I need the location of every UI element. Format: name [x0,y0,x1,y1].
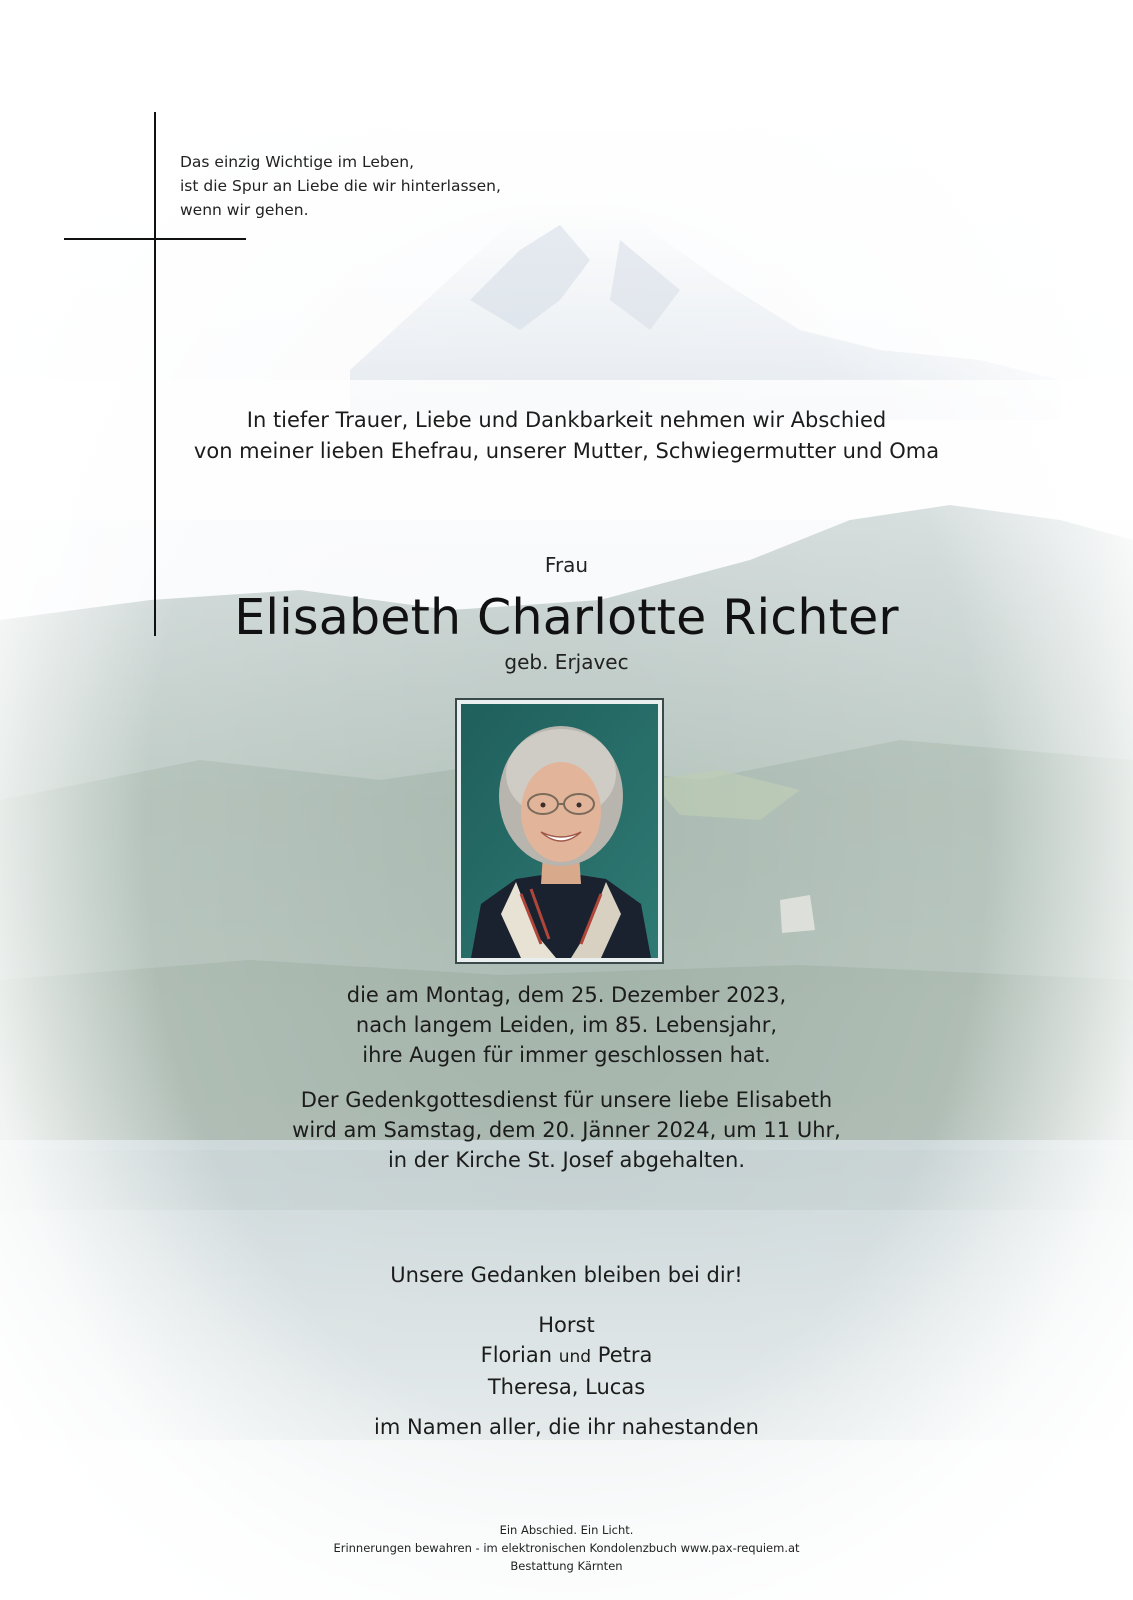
service-notice [0,1085,1133,1175]
footer-link-line: Erinnerungen bewahren - im elektronischen Kondolenzbuch www.pax-requiem.at [333,1541,800,1555]
intro-line: In tiefer Trauer, Liebe und Dankbarkeit nehmen wir Abschied [246,408,887,432]
service-notice-line: wird am Samstag, dem 20. Jänner 2024, um 11 Uhr, [292,1118,841,1142]
portrait-image [461,704,658,958]
death-notice-line: die am Montag, dem 25. Dezember 2023, [346,983,787,1007]
closing-thoughts: Unsere Gedanken bleiben bei dir! [390,1263,743,1287]
service-notice-line: Der Gedenkgottesdienst für unsere liebe Elisabeth [300,1088,833,1112]
family-name: Florian [480,1343,553,1367]
intro-line: von meiner lieben Ehefrau, unserer Mutter, Schwiegermutter und Oma [193,439,940,463]
intro-text [0,405,1133,467]
birth-name: geb. Erjavec [504,650,629,674]
family-names [0,1310,1133,1402]
family-connector: und [558,1347,592,1367]
quote [180,150,600,222]
family-line [0,1340,1133,1372]
quote-line: wenn wir gehen. [180,201,309,219]
death-notice-line: ihre Augen für immer geschlossen hat. [362,1043,771,1067]
family-line: Theresa, Lucas [487,1375,646,1399]
service-notice-line: in der Kirche St. Josef abgehalten. [387,1148,746,1172]
family-name: Petra [597,1343,653,1367]
footer-line: Bestattung Kärnten [510,1559,623,1573]
quote-line: Das einzig Wichtige im Leben, [180,153,414,171]
footer [0,1521,1133,1575]
cross-horizontal-bar [64,238,246,240]
on-behalf-line: im Namen aller, die ihr nahestanden [374,1415,759,1439]
death-notice [0,980,1133,1070]
family-line: Horst [538,1313,595,1337]
quote-line: ist die Spur an Liebe die wir hinterlassen, [180,177,501,195]
portrait-photo [455,698,664,964]
deceased-name: Elisabeth Charlotte Richter [234,589,899,646]
death-notice-line: nach langem Leiden, im 85. Lebensjahr, [355,1013,778,1037]
salutation: Frau [544,553,589,577]
footer-line: Ein Abschied. Ein Licht. [499,1523,634,1537]
